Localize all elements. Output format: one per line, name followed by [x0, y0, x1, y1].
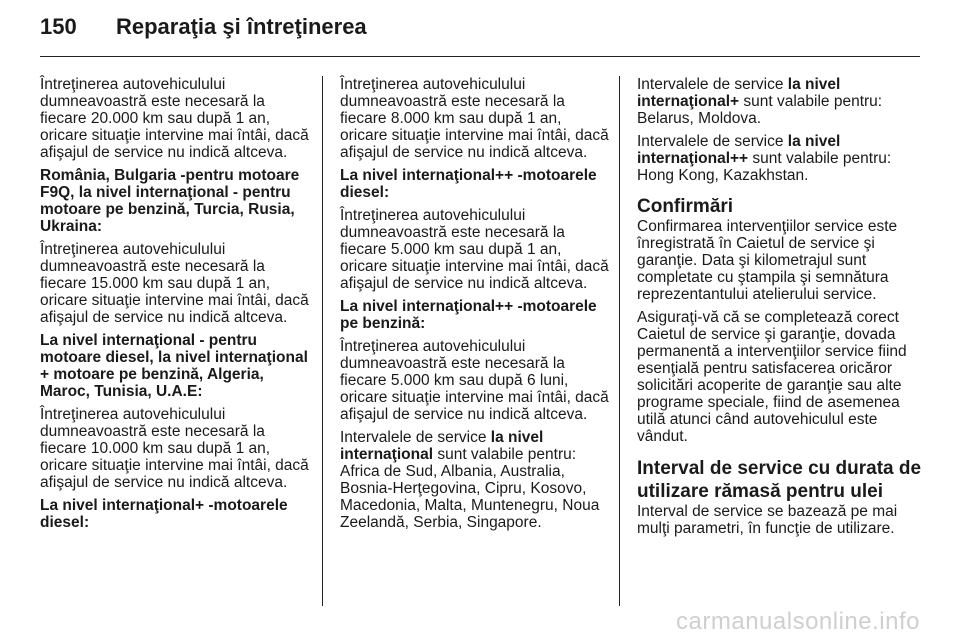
page-title: Reparaţia şi întreţinerea [116, 14, 367, 39]
section-heading: La nivel internaţional+ -motoarele diesel: [40, 497, 288, 531]
bold-text: la nivel internaţional+ [637, 76, 841, 110]
column-divider [322, 76, 323, 606]
section-heading: La nivel internaţional - pentru motoare diesel, la nivel internaţional + motoare pe benzină, Algeria, Maroc, Tunisia, U.A.E: [40, 332, 308, 400]
page-header [40, 14, 367, 50]
column-1 [40, 76, 312, 537]
paragraph [637, 76, 927, 127]
paragraph: Întreţinerea autovehiculului dumneavoastră este necesară la fiecare 10.000 km sau după 1 an, oricare situaţie intervine mai întâi, dacă afişajul de service nu indică altceva. [40, 406, 309, 491]
paragraph: Întreţinerea autovehiculului dumneavoastră este necesară la fiecare 8.000 km sau după 1 an, oricare situaţie intervine mai întâi, dacă afişajul de service nu indică altceva. [340, 76, 609, 161]
section-title-confirmari: Confirmări [637, 196, 734, 217]
column-divider [619, 76, 620, 606]
paragraph: Asiguraţi-vă că se completează corect Caietul de service şi garanţie, dovada permanentă a intervenţiilor service fiind esenţială pentru satisfacerea oricăror solicitări acoperite de garanţie sau alte programe speciale, fiind de asemenea utilă atunci când autovehiculul este vândut. [637, 309, 907, 445]
section-heading: La nivel internaţional++ -motoarele diesel: [340, 167, 597, 201]
text: Intervalele de service [637, 76, 788, 93]
paragraph [340, 429, 610, 531]
column-2 [340, 76, 610, 537]
paragraph: Întreţinerea autovehiculului dumneavoastră este necesară la fiecare 15.000 km sau după 1 an, oricare situaţie intervine mai întâi, dacă afişajul de service nu indică altceva. [40, 241, 309, 326]
section-heading: România, Bulgaria -pentru motoare F9Q, la nivel internaţional - pentru motoare pe benzină, Turcia, Rusia, Ukraina: [40, 167, 300, 235]
paragraph: Întreţinerea autovehiculului dumneavoastră este necesară la fiecare 20.000 km sau după 1 an, oricare situaţie intervine mai întâi, dacă afişajul de service nu indică altceva. [40, 76, 309, 161]
paragraph: Întreţinerea autovehiculului dumneavoastră este necesară la fiecare 5.000 km sau după 6 luni, oricare situaţie intervine mai întâi, dacă afişajul de service nu indică altceva. [340, 338, 609, 423]
bold-text: la nivel internaţional [340, 429, 544, 463]
text: sunt valabile pentru: Belarus, Moldova. [637, 93, 883, 127]
text: sunt valabile pentru: Hong Kong, Kazakhstan. [637, 150, 892, 184]
header-divider [40, 56, 920, 57]
paragraph [637, 133, 927, 184]
column-3 [637, 76, 927, 543]
page-number: 150 [40, 14, 77, 39]
section-title-interval: Interval de service cu durata de utilizare rămasă pentru ulei [637, 458, 922, 502]
text: sunt valabile pentru: Africa de Sud, Albania, Australia, Bosnia-Herţegovina, Cipru, Kosovo, Macedonia, Malta, Muntenegru, Noua Zeelandă, Serbia, Singapore. [340, 446, 600, 531]
paragraph: Interval de service se bazează pe mai mulţi parametri, în funcţie de utilizare. [637, 503, 898, 537]
text: Intervalele de service [637, 133, 788, 150]
paragraph: Întreţinerea autovehiculului dumneavoastră este necesară la fiecare 5.000 km sau după 1 an, oricare situaţie intervine mai întâi, dacă afişajul de service nu indică altceva. [340, 207, 609, 292]
paragraph: Confirmarea intervenţiilor service este înregistrată în Caietul de service şi garanţie. Data şi kilometrajul sunt completate cu ştampila şi semnătura reprezentantului atelierului service. [637, 218, 898, 303]
text: Intervalele de service [340, 429, 491, 446]
bold-text: la nivel internaţional++ [637, 133, 841, 167]
watermark: carmanualsonline.info [676, 608, 920, 635]
section-heading: La nivel internaţional++ -motoarele pe benzină: [340, 298, 597, 332]
